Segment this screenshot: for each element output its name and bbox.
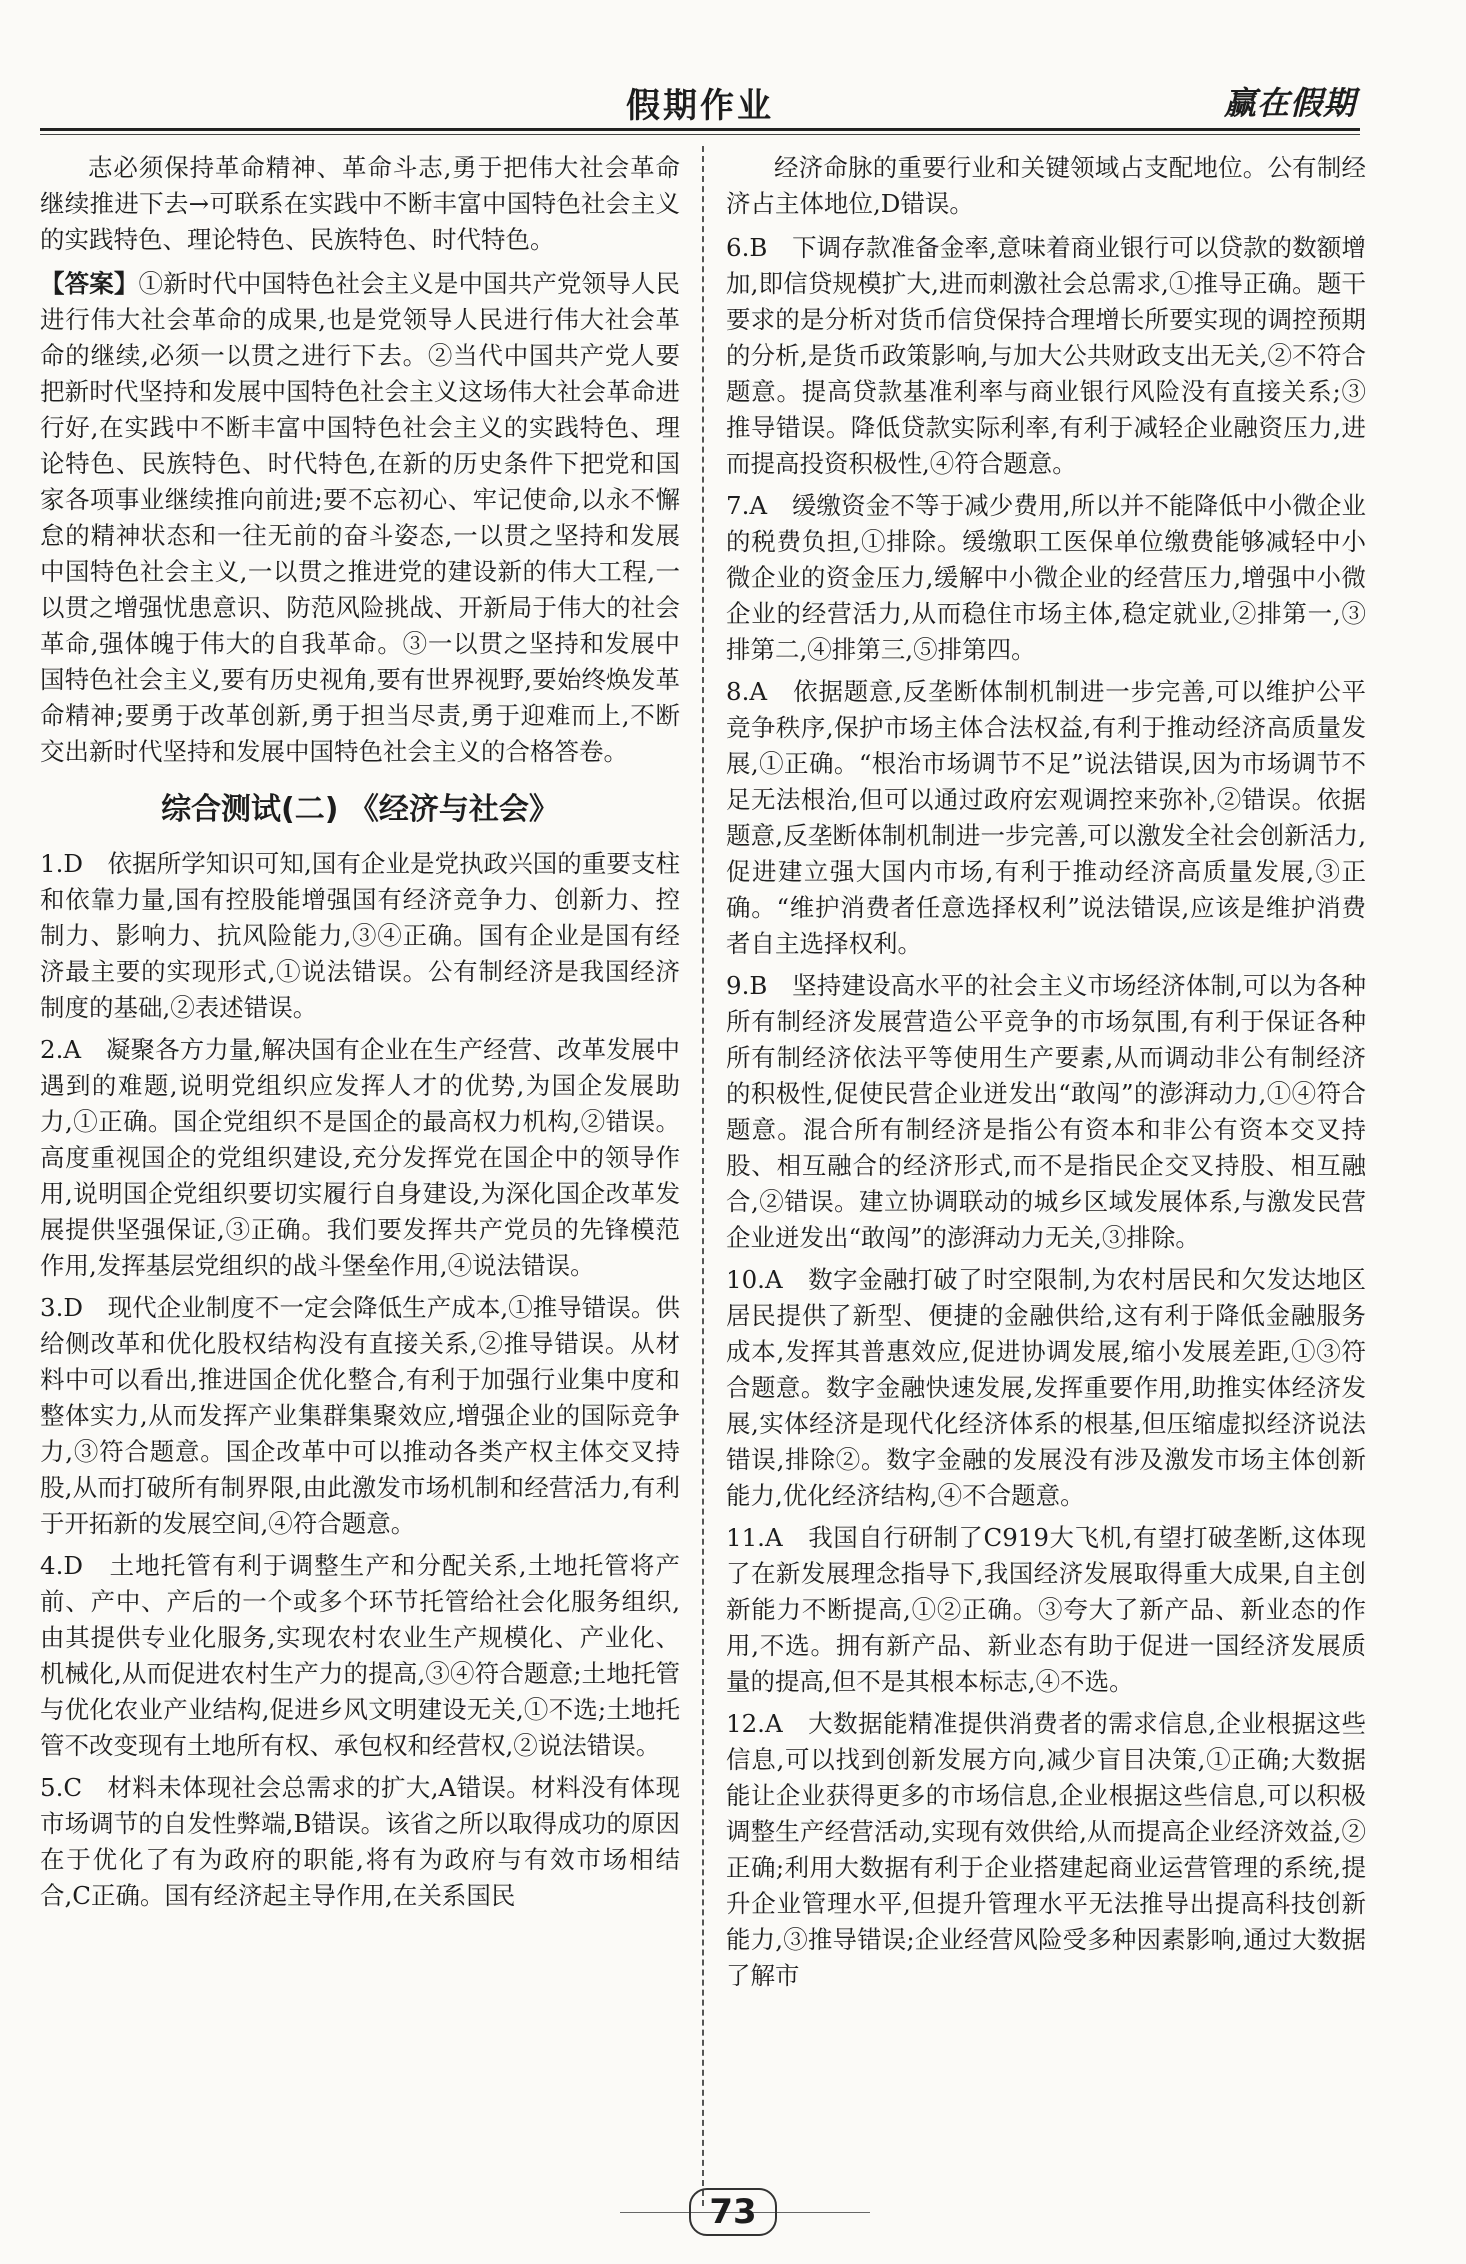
- brand-logo-text: 赢在假期: [1223, 84, 1356, 122]
- answer-item-number: 9.B: [726, 971, 768, 1000]
- page-header: [40, 0, 1360, 132]
- answer-item-text: 土地托管有利于调整生产和分配关系,土地托管将产前、产中、产后的一个或多个环节托管给社会化服务组织,由其提供专业化服务,实现农村农业生产规模化、产业化、机械化,从而促进农村生产力的提高,③④符合题意;土地托管与优化农业产业结构,促进乡风文明建设无关,①不选;土地托管不改变现有土地所有权、承包权和经营权,②说法错误。: [40, 1551, 680, 1760]
- section-title: 综合测试(二) 《经济与社会》: [161, 792, 559, 827]
- answer-item: [40, 846, 680, 1026]
- answer-item: [40, 1770, 680, 1914]
- answer-item-text: 坚持建设高水平的社会主义市场经济体制,可以为各种所有制经济发展营造公平竞争的市场氛围,有利于保证各种所有制经济依法平等使用生产要素,从而调动非公有制经济的积极性,促使民营企业迸发出“敢闯”的澎湃动力,①④符合题意。混合所有制经济是指公有资本和非公有资本交叉持股、相互融合的经济形式,而不是指民企交叉持股、相互融合,②错误。建立协调联动的城乡区域发展体系,与激发民营企业迸发出“敢闯”的澎湃动力无关,③排除。: [726, 971, 1366, 1252]
- answer-item-number: 7.A: [726, 491, 768, 520]
- right-intro-paragraph: 经济命脉的重要行业和关键领域占支配地位。公有制经济占主体地位,D错误。: [726, 153, 1366, 218]
- answer-label: 【答案】: [40, 269, 139, 298]
- answer-item-text: 下调存款准备金率,意味着商业银行可以贷款的数额增加,即信贷规模扩大,进而刺激社会总需求,①推导正确。题干要求的是分析对货币信贷保持合理增长所要实现的调控预期的分析,是货币政策影响,与加大公共财政支出无关,②不符合题意。提高贷款基准利率与商业银行风险没有直接关系;③推导错误。降低贷款实际利率,有利于减轻企业融资压力,进而提高投资积极性,④符合题意。: [726, 233, 1366, 478]
- answer-item-text: 凝聚各方力量,解决国有企业在生产经营、改革发展中遇到的难题,说明党组织应发挥人才的优势,为国企发展助力,①正确。国企党组织不是国企的最高权力机构,②错误。高度重视国企的党组织建设,充分发挥党在国企中的领导作用,说明国企党组织要切实履行自身建设,为深化国企改革发展提供坚强保证,③正确。我们要发挥共产党员的先锋模范作用,发挥基层党组织的战斗堡垒作用,④说法错误。: [40, 1035, 680, 1280]
- answer-item: [40, 1032, 680, 1284]
- answer-item-number: 12.A: [726, 1709, 783, 1738]
- left-intro-paragraph: 志必须保持革命精神、革命斗志,勇于把伟大社会革命继续推进下去→可联系在实践中不断丰富中国特色社会主义的实践特色、理论特色、民族特色、时代特色。: [40, 153, 680, 254]
- answer-item-text: 依据所学知识可知,国有企业是党执政兴国的重要支柱和依靠力量,国有控股能增强国有经济竞争力、创新力、控制力、影响力、抗风险能力,③④正确。国有企业是国有经济最主要的实现形式,①说法错误。公有制经济是我国经济制度的基础,②表述错误。: [40, 849, 680, 1022]
- answer-item-text: 依据题意,反垄断体制机制进一步完善,可以维护公平竞争秩序,保护市场主体合法权益,有利于推动经济高质量发展,①正确。“根治市场调节不足”说法错误,因为市场调节不足无法根治,但可以通过政府宏观调控来弥补,②错误。依据题意,反垄断体制机制进一步完善,可以激发全社会创新活力,促进建立强大国内市场,有利于推动经济高质量发展,③正确。“维护消费者任意选择权利”说法错误,应该是维护消费者自主选择权利。: [726, 677, 1367, 958]
- page-number: [0, 2188, 1466, 2236]
- header-rule-thin: [40, 134, 1360, 135]
- answer-item-number: 11.A: [726, 1523, 783, 1552]
- answer-item: [726, 488, 1366, 668]
- answer-item-number: 4.D: [40, 1551, 84, 1580]
- answer-item-number: 2.A: [40, 1035, 82, 1064]
- answer-item: [40, 1290, 680, 1542]
- answer-item-number: 1.D: [40, 849, 84, 878]
- answer-item-text: 我国自行研制了C919大飞机,有望打破垄断,这体现了在新发展理念指导下,我国经济发展取得重大成果,自主创新能力不断提高,①②正确。③夸大了新产品、新业态的作用,不选。拥有新产品、新业态有助于促进一国经济发展质量的提高,但不是其根本标志,④不选。: [726, 1523, 1367, 1696]
- answer-item: [726, 1520, 1366, 1700]
- left-column: [40, 150, 680, 1920]
- answer-item: [726, 674, 1366, 962]
- page-number-label: 73: [689, 2188, 776, 2236]
- answer-item-number: 3.D: [40, 1293, 84, 1322]
- answer-item: [726, 1706, 1366, 1994]
- answer-item-number: 8.A: [726, 677, 768, 706]
- answer-item-number: 10.A: [726, 1265, 783, 1294]
- answer-item: [726, 230, 1366, 482]
- answer-item-number: 5.C: [40, 1773, 83, 1802]
- answer-paragraph: [40, 266, 680, 770]
- header-rule-thick: [40, 128, 1360, 131]
- answer-text: ①新时代中国特色社会主义是中国共产党领导人民进行伟大社会革命的成果,也是党领导人民进行伟大社会革命的继续,必须一以贯之进行下去。②当代中国共产党人要把新时代坚持和发展中国特色社会主义这场伟大社会革命进行好,在实践中不断丰富中国特色社会主义的实践特色、理论特色、民族特色、时代特色,在新的历史条件下把党和国家各项事业继续推向前进;要不忘初心、牢记使命,以永不懈怠的精神状态和一往无前的奋斗姿态,一以贯之坚持和发展中国特色社会主义,一以贯之推进党的建设新的伟大工程,一以贯之增强忧患意识、防范风险挑战、开新局于伟大的社会革命,强体魄于伟大的自我革命。③一以贯之坚持和发展中国特色社会主义,要有历史视角,要有世界视野,要始终焕发革命精神;要勇于改革创新,勇于担当尽责,勇于迎难而上,不断交出新时代坚持和发展中国特色社会主义的合格答卷。: [40, 269, 681, 766]
- answer-item: [726, 1262, 1366, 1514]
- left-item-list: [40, 846, 680, 1914]
- answer-item: [40, 1548, 680, 1764]
- answer-item-text: 大数据能精准提供消费者的需求信息,企业根据这些信息,可以找到创新发展方向,减少盲目决策,①正确;大数据能让企业获得更多的市场信息,企业根据这些信息,可以积极调整生产经营活动,实现有效供给,从而提高企业经济效益,②正确;利用大数据有利于企业搭建起商业运营管理的系统,提升企业管理水平,但提升管理水平无法推导出提高科技创新能力,③推导错误;企业经营风险受多种因素影响,通过大数据了解市: [726, 1709, 1367, 1990]
- answer-item-number: 6.B: [726, 233, 768, 262]
- right-item-list: [726, 230, 1366, 1994]
- header-title: 假期作业: [626, 86, 774, 126]
- answer-item-text: 现代企业制度不一定会降低生产成本,①推导错误。供给侧改革和优化股权结构没有直接关系,②推导错误。从材料中可以看出,推进国企优化整合,有利于加强行业集中度和整体实力,从而发挥产业集群集聚效应,增强企业的国际竞争力,③符合题意。国企改革中可以推动各类产权主体交叉持股,从而打破所有制界限,由此激发市场机制和经营活力,有利于开拓新的发展空间,④符合题意。: [40, 1293, 680, 1538]
- answer-item-text: 材料未体现社会总需求的扩大,A错误。材料没有体现市场调节的自发性弊端,B错误。该省之所以取得成功的原因在于优化了有为政府的职能,将有为政府与有效市场相结合,C正确。国有经济起主导作用,在关系国民: [40, 1773, 681, 1910]
- answer-item-text: 缓缴资金不等于减少费用,所以并不能降低中小微企业的税费负担,①排除。缓缴职工医保单位缴费能够减轻中小微企业的资金压力,缓解中小微企业的经营压力,增强中小微企业的经营活力,从而稳住市场主体,稳定就业,②排第一,③排第二,④排第三,⑤排第四。: [726, 491, 1366, 664]
- right-column: [726, 150, 1366, 2000]
- column-divider: [702, 146, 704, 2206]
- answer-item-text: 数字金融打破了时空限制,为农村居民和欠发达地区居民提供了新型、便捷的金融供给,这有利于降低金融服务成本,发挥其普惠效应,促进协调发展,缩小发展差距,①③符合题意。数字金融快速发展,发挥重要作用,助推实体经济发展,实体经济是现代化经济体系的根基,但压缩虚拟经济说法错误,排除②。数字金融的发展没有涉及激发市场主体创新能力,优化经济结构,④不合题意。: [726, 1265, 1367, 1510]
- answer-item: [726, 968, 1366, 1256]
